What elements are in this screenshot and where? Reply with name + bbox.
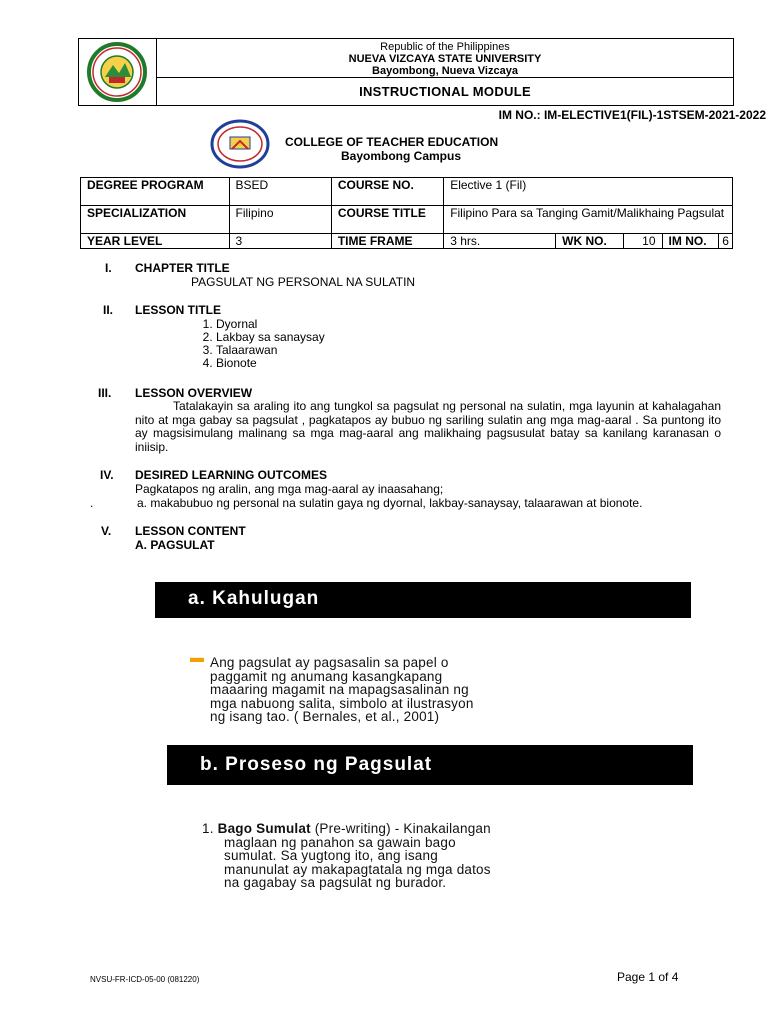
im-no-label: IM NO. <box>662 234 719 249</box>
page-number: Page 1 of 4 <box>617 970 679 984</box>
im-no-value: 6 <box>719 234 733 249</box>
slide-kahulugan-header <box>155 582 691 618</box>
lesson-content-heading: LESSON CONTENT <box>135 524 246 538</box>
slide-proseso-header <box>167 745 693 785</box>
university-seal-icon <box>79 39 157 105</box>
lesson-overview-heading: LESSON OVERVIEW <box>135 386 253 400</box>
list-item: 4. Bionote <box>216 357 325 370</box>
step-number: 1. <box>202 821 214 836</box>
university-location: Bayombong, Nueva Vizcaya <box>372 65 518 77</box>
republic-text: Republic of the Philippines <box>380 41 510 53</box>
slide-line: sumulat. Sa yugtong ito, ang isang <box>224 848 438 863</box>
wk-no-value: 10 <box>623 234 662 249</box>
learning-outcome-a: a. makabubuo ng personal na sulatin gaya ng dyornal, lakbay-sanaysay, talaarawan at bionote. <box>137 496 643 510</box>
college-heading <box>285 135 498 163</box>
slide-proseso-title: b. Proseso ng Pagsulat <box>200 754 433 775</box>
slide-line: mga nabuong salita, simbolo at ilustrasyon <box>210 695 474 711</box>
header-university-block <box>157 39 733 78</box>
year-level-label: YEAR LEVEL <box>81 234 230 249</box>
slide-line: maglaan ng panahon sa gawain bago <box>224 834 456 850</box>
section-1-number: I. <box>105 261 112 275</box>
specialization-value: Filipino <box>229 206 331 234</box>
step-description: (Pre-writing) - Kinakailangan <box>310 821 491 836</box>
slide-kahulugan-title: a. Kahulugan <box>188 588 320 609</box>
course-info-table <box>80 177 733 249</box>
course-title-value: Filipino Para sa Tanging Gamit/Malikhaing Pagsulat <box>444 206 733 234</box>
learning-outcomes-heading: DESIRED LEARNING OUTCOMES <box>135 468 328 482</box>
outcome-dot: . <box>90 496 94 510</box>
section-5-number: V. <box>101 524 112 538</box>
college-campus: Bayombong Campus <box>341 149 462 163</box>
module-title: INSTRUCTIONAL MODULE <box>359 84 531 99</box>
chapter-title-heading: CHAPTER TITLE <box>135 261 230 275</box>
college-logo <box>210 119 270 169</box>
header-table <box>78 38 734 106</box>
college-seal-icon <box>210 119 270 169</box>
list-item: 2. Lakbay sa sanaysay <box>216 331 325 344</box>
slide-line: ng isang tao. ( Bernales, et al., 2001) <box>210 709 440 724</box>
time-frame-value: 3 hrs. <box>444 234 556 249</box>
slide-proseso-body <box>202 822 491 890</box>
course-no-value: Elective 1 (Fil) <box>444 178 733 206</box>
college-name: COLLEGE OF TEACHER EDUCATION <box>285 135 499 149</box>
lesson-title-heading: LESSON TITLE <box>135 303 222 317</box>
form-code: NVSU-FR-ICD-05-00 (081220) <box>90 975 200 984</box>
course-no-label: COURSE NO. <box>331 178 443 206</box>
slide-kahulugan-body <box>210 656 474 724</box>
degree-value: BSED <box>229 178 331 206</box>
university-name: NUEVA VIZCAYA STATE UNIVERSITY <box>348 53 542 65</box>
list-item: 3. Talaarawan <box>216 344 325 357</box>
slide-line: maaaring magamit na mapagsasalinan ng <box>210 682 469 697</box>
slide-line: na gagabay sa pagsulat ng burador. <box>224 875 447 890</box>
course-title-label: COURSE TITLE <box>331 206 443 234</box>
section-2-number: II. <box>103 303 114 317</box>
bullet-icon: ▬ <box>190 649 204 665</box>
time-frame-label: TIME FRAME <box>331 234 443 249</box>
chapter-title-text: PAGSULAT NG PERSONAL NA SULATIN <box>191 275 416 289</box>
learning-outcomes-intro: Pagkatapos ng aralin, ang mga mag-aaral ay inaasahang; <box>135 482 444 496</box>
slide-line: manunulat ay makapagtatala ng mga datos <box>224 861 491 877</box>
year-level-value: 3 <box>229 234 331 249</box>
section-4-number: IV. <box>100 468 114 482</box>
slide-line: paggamit ng anumang kasangkapang <box>210 668 443 684</box>
wk-no-label: WK NO. <box>556 234 624 249</box>
slide-first-line <box>202 822 491 836</box>
lesson-title-list <box>198 318 325 370</box>
nvsu-seal-logo <box>79 39 157 105</box>
lesson-overview-text: Tatalakayin sa araling ito ang tungkol sa pagsulat ng personal na sulatin, mga layunin at kahalagahan nito at mga gabay sa pagsulat , pagkatapos ay bubuo ng sariling sulatin ang mga mag-aaral . Sa puntong ito ay magsisimulang malinang sa mga mag-aaral ang malikhaing pagsusulat batay sa kanilang karanasan o iniisip. <box>135 399 721 454</box>
list-item: 1. Dyornal <box>216 318 325 331</box>
slide-line: Ang pagsulat ay pagsasalin sa papel o <box>210 655 449 670</box>
im-number: IM NO.: IM-ELECTIVE1(FIL)-1STSEM-2021-2022 <box>498 108 766 122</box>
lesson-content-subheading: A. PAGSULAT <box>135 538 215 552</box>
section-3-number: III. <box>98 386 112 400</box>
specialization-label: SPECIALIZATION <box>81 206 230 234</box>
degree-label: DEGREE PROGRAM <box>81 178 230 206</box>
step-term: Bago Sumulat <box>217 821 311 836</box>
